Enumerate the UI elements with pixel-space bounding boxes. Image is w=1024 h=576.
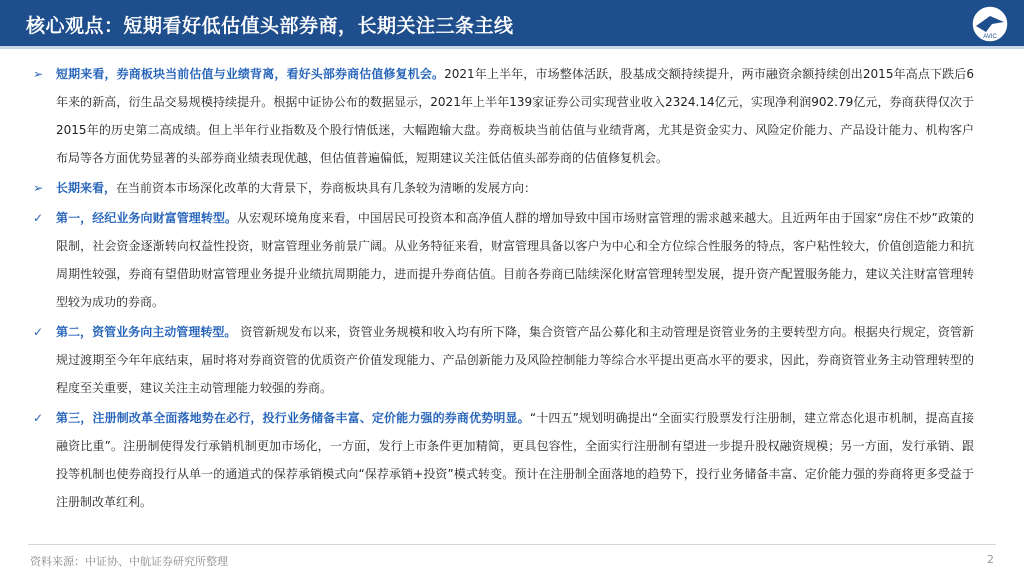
paragraph-text: 资管新规发布以来，资管业务规模和收入均有所下降，集合资管产品公募化和主动管理是资管业务的主要转型方向。根据央行规定，资管新规过渡期至今年年底结束，届时将对券商资管的优质资产价值发现能力、产品创新能力及风险控制能力等综合水平提出更高水平的要求，因此，券商资管业务主动管理转型的程度至关重要，建议关注主动管理能力较强的券商。 bbox=[56, 325, 974, 395]
checkmark-icon: ✓ bbox=[32, 325, 44, 339]
paragraph-text: 2021年上半年，市场整体活跃，股基成交额持续提升，两市融资余额持续创出2015年高点下跌后6年来的新高，衍生品交易规模持续提升。根据中证协公布的数据显示，2021年上半年139家证券公司实现营业收入2324.14亿元，实现净利润902.79亿元，券商获得仅次于2015年的历史第二高成绩。但上半年行业指数及个股行情低迷，大幅跑输大盘。券商板块当前估值与业绩背离，尤其是资金实力、风险定价能力、产品设计能力、机构客户布局等各方面优势显著的头部券商业绩表现优越，但估值普遍偏低，短期建议关注低估值头部券商的估值修复机会。 bbox=[56, 67, 974, 165]
avic-logo-icon bbox=[970, 4, 1010, 44]
footer-divider bbox=[28, 544, 996, 545]
svg-text:AVIC: AVIC bbox=[983, 34, 997, 40]
paragraph-highlight: 长期来看， bbox=[56, 181, 117, 195]
arrow-bullet-icon: ➢ bbox=[32, 181, 44, 195]
paragraph-text: 在当前资本市场深化改革的大背景下，券商板块具有几条较为清晰的发展方向： bbox=[116, 181, 537, 195]
header-bar bbox=[0, 0, 1024, 49]
paragraph-long-term bbox=[30, 174, 974, 202]
paragraph-highlight: 第一，经纪业务向财富管理转型。 bbox=[56, 211, 238, 225]
paragraph-short-term bbox=[30, 60, 974, 172]
paragraph-highlight: 第二，资管业务向主动管理转型。 bbox=[56, 325, 237, 339]
main-content bbox=[30, 60, 974, 518]
paragraph-asset-management bbox=[30, 318, 974, 402]
source-note: 资料来源：中证协、中航证券研究所整理 bbox=[30, 555, 228, 568]
paragraph-text: 从宏观环境角度来看，中国居民可投资本和高净值人群的增加导致中国市场财富管理的需求越来越大。且近两年由于国家“房住不炒”政策的限制，社会资金逐渐转向权益性投资，财富管理业务前景广阔。从业务特征来看，财富管理具备以客户为中心和全方位综合性服务的特点，客户粘性较大，价值创造能力和抗周期性较强，券商有望借助财富管理业务提升业绩抗周期能力，进而提升券商估值。目前各券商已陆续深化财富管理转型发展，提升资产配置服务能力，建议关注财富管理转型较为成功的券商。 bbox=[56, 211, 974, 309]
paragraph-registration-system bbox=[30, 404, 974, 516]
arrow-bullet-icon: ➢ bbox=[32, 67, 44, 81]
paragraph-wealth-management bbox=[30, 204, 974, 316]
paragraph-highlight: 短期来看，券商板块当前估值与业绩背离，看好头部券商估值修复机会。 bbox=[56, 67, 445, 81]
page-number: 2 bbox=[987, 553, 994, 566]
checkmark-icon: ✓ bbox=[32, 411, 44, 425]
checkmark-icon: ✓ bbox=[32, 211, 44, 225]
paragraph-text: “十四五”规划明确提出“全面实行股票发行注册制，建立常态化退市机制，提高直接融资比重”。注册制使得发行承销机制更加市场化，一方面，发行上市条件更加精简，更具包容性，全面实行注册制有望进一步提升股权融资规模；另一方面，发行承销、跟投等机制也使券商投行从单一的通道式的保荐承销模式向“保荐承销+投资”模式转变。预计在注册制全面落地的趋势下，投行业务储备丰富、定价能力强的券商将更多受益于注册制改革红利。 bbox=[56, 411, 974, 509]
page-title: 核心观点：短期看好低估值头部券商，长期关注三条主线 bbox=[26, 15, 514, 37]
paragraph-highlight: 第三，注册制改革全面落地势在必行，投行业务储备丰富、定价能力强的券商优势明显。 bbox=[56, 411, 530, 425]
